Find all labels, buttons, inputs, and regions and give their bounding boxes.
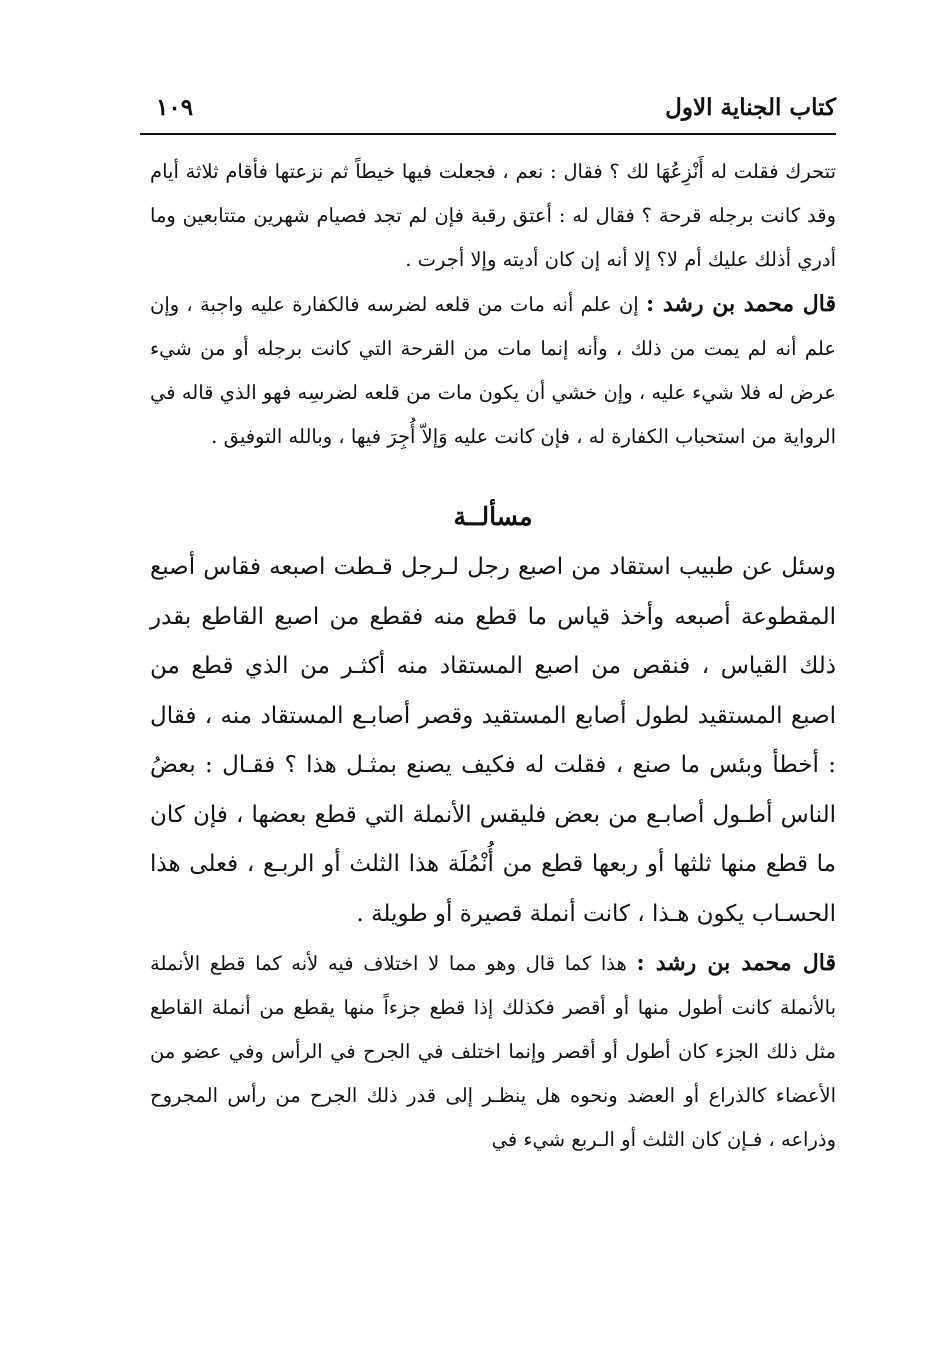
header-divider	[140, 133, 836, 135]
paragraph-4-text: هذا كما قال وهو مما لا اختلاف فيه لأنه كما قطع الأنملة بالأنملة كانت أطول منها أو أقصر فكذلك إذا قطع جزءاً منها يقطع من أنملة القاطع مثل ذلك الجزء كان أطول أو أقصر وإنما اختلف في الجرح في الرأس وفي عضو من الأعضاء كالذراع أو العضد ونحوه هل ينظـر إلى قدر ذلك الجرح من رأس المجروح وذراعه ، فـإن كان الثلث أو الـربع شيء في	[150, 952, 836, 1151]
section-title: مسألــة	[453, 502, 533, 531]
paragraph-2	[150, 282, 836, 459]
running-title: كتاب الجناية الاول	[665, 94, 836, 121]
paragraph-2-text: إن علم أنه مات من قلعه لضرسه فالكفارة عليه واجبة ، وإن علم أنه لم يمت من ذلك ، وأنه إنما مات من القرحة التي كانت برجله أو من شيء عرض له فلا شيء عليه ، وإن خشي أن يكون مات من قلعه لضرسِه فهو الذي قاله في الرواية من استحباب الكفارة له ، فإن كانت عليه وَإلاّ أُجِرَ فيها ، وبالله التوفيق .	[150, 293, 836, 448]
page-number: ١٠٩	[156, 94, 194, 121]
author-attribution: قال محمد بن رشد :	[646, 291, 836, 317]
paragraph-4	[150, 941, 836, 1162]
author-attribution: قال محمد بن رشد :	[636, 950, 836, 976]
paragraph-1: تتحرك فقلت له أَنْزِعُهَا لك ؟ فقال : نعم ، فجعلت فيها خيطاً ثم نزعتها فأقام ثلاثة أيام وقد كانت برجله قرحة ؟ فقال له : أعتق رقبة فإن لم تجد فصيام شهرين متتابعين وما أدري أذلك عليك أم لا؟ إلا أنه إن كان أديته وإلا أجرت .	[150, 160, 836, 271]
page-header	[140, 92, 836, 128]
page-body	[150, 150, 836, 1162]
paragraph-3: وسئل عن طبيب استقاد من اصبع رجل لـرجل قـطت اصبعه فقاس أصبع المقطوعة أصبعه وأخذ قياس ما قطع منه فقطع من اصبع القاطع بقدر ذلك القياس ، فنقص من اصبع المستقاد منه أكثـر من الذي قطع من اصبع المستقيد لطول أصابع المستقيد وقصر أصابـع المستقاد منه ، فقال : أخطأ وبئس ما صنع ، فقلت له فكيف يصنع بمثـل هذا ؟ فقـال : بعضُ الناس أطـول أصابـع من بعض فليقس الأنملة التي قطع بعضها ، فإن كان ما قطع منها ثلثها أو ربعها قطع من أُنْمُلَة هذا الثلث أو الربـع ، فعلى هذا الحسـاب يكون هـذا ، كانت أنملة قصيرة أو طويلة .	[150, 554, 836, 927]
